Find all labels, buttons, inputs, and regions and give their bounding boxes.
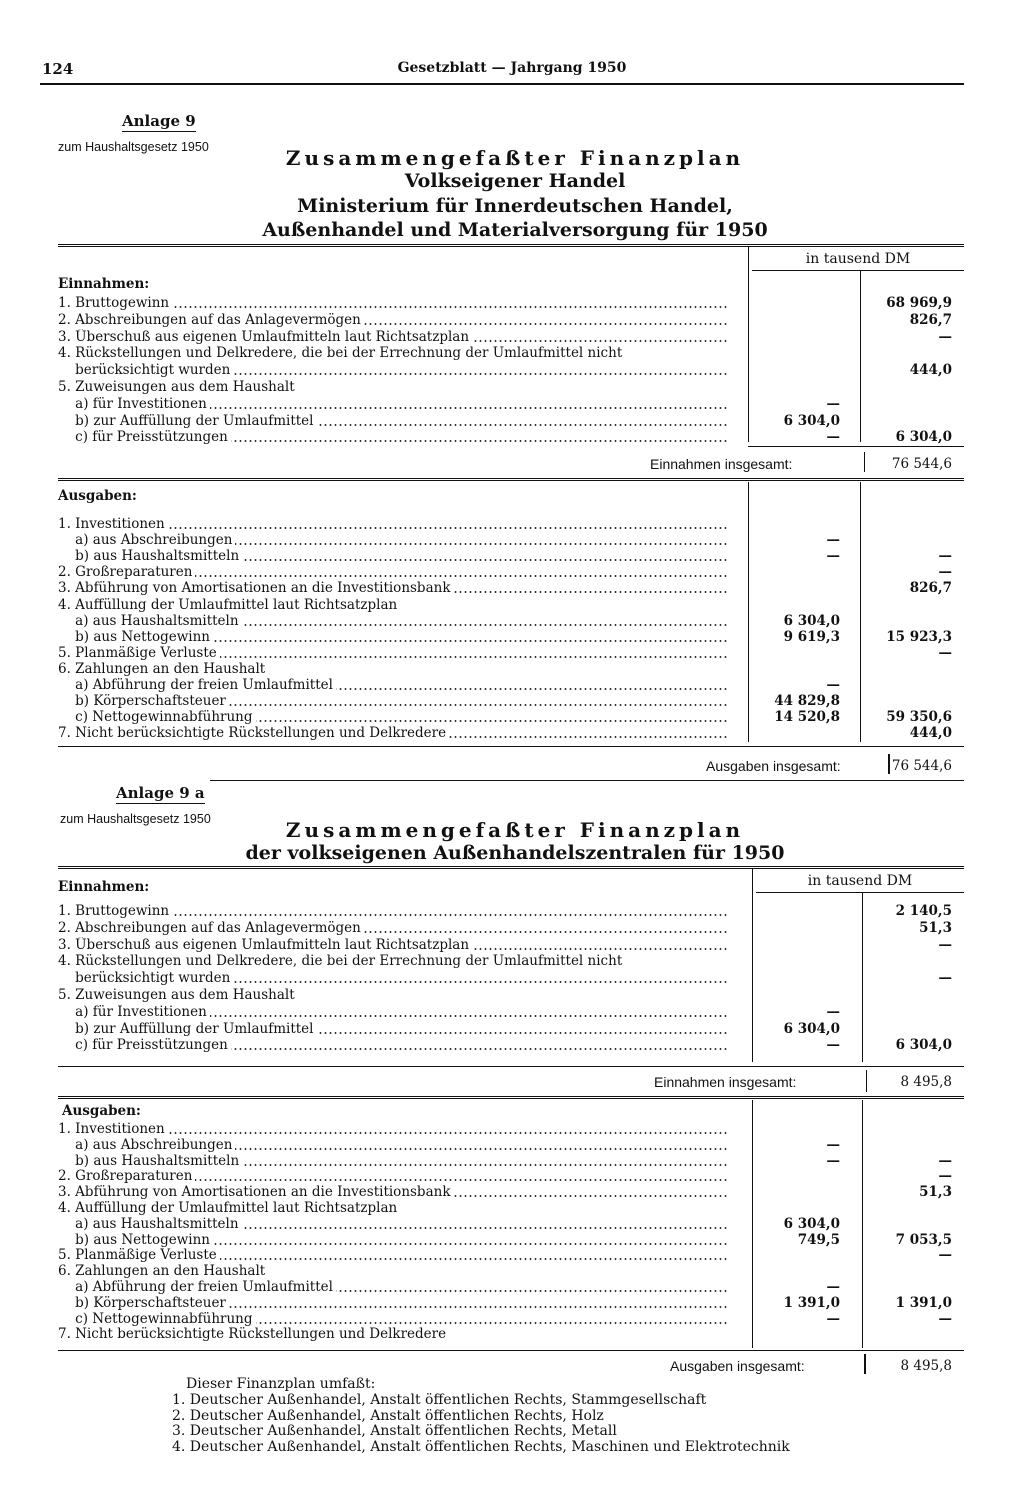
plan2-subtitle: zum Haushaltsgesetz 1950 — [60, 812, 211, 826]
row-value-sub: — — [826, 1152, 840, 1169]
row-value-total: — — [938, 936, 952, 953]
plan2-ausgaben-total-label: Ausgaben insgesamt: — [670, 1358, 805, 1374]
plan1-anlage: Anlage 9 — [122, 112, 196, 130]
row-value-sub: — — [826, 1003, 840, 1020]
row-label: 7. Nicht berücksichtigte Rückstellungen und Delkredere — [58, 725, 449, 741]
row-label: a) Abführung der freien Umlaufmittel — [58, 1279, 336, 1295]
plan1-einnahmen-total: 76 544,6 — [891, 456, 952, 472]
plan2-einnahmen-heading: Einnahmen: — [58, 879, 150, 895]
table-row — [58, 345, 728, 361]
row-label: a) aus Abschreibungen — [58, 532, 235, 548]
row-value-total: 7 053,5 — [895, 1231, 952, 1248]
table-row — [58, 903, 728, 919]
table-row — [58, 725, 728, 741]
table-row — [58, 1004, 728, 1020]
table-row — [58, 677, 728, 693]
row-value-total: — — [938, 1247, 952, 1264]
row-label: b) zur Auffüllung der Umlaufmittel — [58, 413, 317, 429]
plan1-mid-rule — [58, 478, 964, 481]
plan2-mid-rule — [58, 1096, 964, 1099]
table-row — [58, 396, 728, 412]
row-value-total: — — [938, 970, 952, 987]
plan2-anlage: Anlage 9 a — [116, 784, 205, 802]
plan1-col-header-rule — [752, 270, 964, 271]
row-label: 2. Großreparaturen — [58, 1168, 195, 1184]
table-row — [58, 1263, 728, 1279]
table-row — [58, 629, 728, 645]
table-row — [58, 1121, 728, 1137]
table-row — [58, 920, 728, 936]
row-label: 1. Bruttogewinn — [58, 903, 172, 919]
row-value-total: — — [938, 1168, 952, 1185]
row-label: c) für Preisstützungen — [58, 429, 231, 445]
row-label: c) Nettogewinnabführung — [58, 709, 256, 725]
row-value-total: 6 304,0 — [895, 1037, 952, 1054]
table-row — [58, 1232, 728, 1248]
row-value-total: — — [938, 1310, 952, 1327]
row-label: b) Körperschaftsteuer — [58, 693, 229, 709]
row-label: b) aus Haushaltsmitteln — [58, 1153, 242, 1169]
plan1-einnahmen-total-rule — [748, 446, 964, 447]
row-label: 3. Überschuß aus eigenen Umlaufmitteln laut Richtsatzplan — [58, 329, 472, 345]
row-label: 1. Investitionen — [58, 516, 168, 532]
plan1-col-divider-b — [860, 270, 861, 442]
page-number: 124 — [42, 60, 74, 78]
row-value-sub: 6 304,0 — [783, 612, 840, 629]
row-value-sub: 6 304,0 — [783, 1215, 840, 1232]
footnote-item: 4. Deutscher Außenhandel, Anstalt öffentlichen Rechts, Maschinen und Elektrotechnik — [172, 1438, 790, 1455]
row-value-sub: — — [826, 429, 840, 446]
row-label: a) für Investitionen — [58, 1004, 210, 1020]
row-label: 4. Auffüllung der Umlaufmittel laut Richtsatzplan — [58, 597, 400, 613]
row-label: 2. Abschreibungen auf das Anlagevermögen — [58, 920, 364, 936]
plan1-subtitle: zum Haushaltsgesetz 1950 — [58, 140, 209, 154]
row-value-sub: 44 829,8 — [774, 693, 840, 710]
table-row — [58, 1200, 728, 1216]
table-row — [58, 379, 728, 395]
row-label: 3. Abführung von Amortisationen an die Investitionsbank — [58, 580, 454, 596]
plan2-col-divider-d — [862, 1100, 863, 1348]
row-value-total: 826,7 — [909, 580, 952, 597]
row-value-total: 444,0 — [909, 725, 952, 742]
row-value-total: 68 969,9 — [886, 295, 952, 311]
table-row — [58, 580, 728, 596]
row-label: 5. Planmäßige Verluste — [58, 1247, 220, 1263]
row-value-sub: 14 520,8 — [774, 709, 840, 726]
table-row — [58, 329, 728, 345]
plan2-einnahmen-total: 8 495,8 — [900, 1074, 952, 1090]
table-row — [58, 429, 728, 445]
plan2-ausgaben-total-rule — [58, 1350, 964, 1351]
plan2-col-header-rule — [756, 892, 964, 893]
plan1-title-line4: Außenhandel und Materialversorgung für 1950 — [262, 219, 768, 241]
row-label: 3. Überschuß aus eigenen Umlaufmitteln laut Richtsatzplan — [58, 937, 472, 953]
plan2-title-line2: der volkseigenen Außenhandelszentralen für 1950 — [245, 842, 785, 864]
table-row — [58, 937, 728, 953]
row-value-total: 826,7 — [909, 311, 952, 328]
row-label: 1. Investitionen — [58, 1121, 168, 1137]
plan2-footnote-intro: Dieser Finanzplan umfaßt: — [186, 1376, 376, 1392]
footnote-item: 1. Deutscher Außenhandel, Anstalt öffentlichen Rechts, Stammgesellschaft — [172, 1392, 707, 1408]
row-value-sub: 1 391,0 — [783, 1294, 840, 1311]
row-label: b) aus Haushaltsmitteln — [58, 548, 242, 564]
row-label: 3. Abführung von Amortisationen an die Investitionsbank — [58, 1184, 454, 1200]
table-row — [58, 1216, 728, 1232]
table-row — [58, 413, 728, 429]
plan2-ausgaben-heading: Ausgaben: — [62, 1103, 141, 1119]
table-row — [58, 312, 728, 328]
plan1-ausgaben-total-rule — [58, 746, 964, 747]
plan1-title-line3: Ministerium für Innerdeutschen Handel, — [297, 195, 733, 217]
row-value-total: 59 350,6 — [886, 709, 952, 726]
row-label: a) Abführung der freien Umlaufmittel — [58, 677, 336, 693]
row-label: 4. Rückstellungen und Delkredere, die bei der Errechnung der Umlaufmittel nicht — [58, 345, 625, 361]
row-value-sub: — — [826, 677, 840, 693]
table-row — [58, 1184, 728, 1200]
row-value-sub: — — [826, 395, 840, 412]
plan1-top-rule — [58, 244, 964, 247]
row-label: 6. Zahlungen an den Haushalt — [58, 1263, 268, 1279]
row-value-sub: — — [826, 1136, 840, 1153]
row-value-total: 444,0 — [909, 362, 952, 379]
table-row — [58, 987, 728, 1003]
table-row — [58, 295, 728, 311]
plan2-col-header: in tausend DM — [807, 873, 913, 889]
table-row — [58, 1021, 728, 1037]
header-rule — [40, 83, 964, 85]
row-value-sub: — — [826, 1037, 840, 1054]
plan1-ausgaben-total-label: Ausgaben insgesamt: — [706, 758, 841, 774]
row-value-sub: — — [826, 548, 840, 565]
plan1-ausgaben-heading: Ausgaben: — [58, 488, 137, 504]
row-value-total: 15 923,3 — [886, 628, 952, 645]
row-value-total: — — [938, 328, 952, 345]
row-value-sub: 6 304,0 — [783, 1020, 840, 1037]
row-value-sub: — — [826, 1310, 840, 1327]
table-row — [58, 1295, 728, 1311]
row-value-total: 51,3 — [919, 919, 952, 936]
row-value-total: 1 391,0 — [895, 1294, 952, 1311]
row-value-sub: 9 619,3 — [783, 628, 840, 645]
table-row — [58, 564, 728, 580]
row-value-sub: — — [826, 1279, 840, 1295]
table-row — [58, 516, 728, 532]
table-row — [58, 645, 728, 661]
row-label: 1. Bruttogewinn — [58, 295, 172, 311]
row-label: 4. Rückstellungen und Delkredere, die bei der Errechnung der Umlaufmittel nicht — [58, 953, 625, 969]
row-label: 7. Nicht berücksichtigte Rückstellungen und Delkredere — [58, 1326, 449, 1342]
table-row — [58, 597, 728, 613]
plan1-einnahmen-total-label: Einnahmen insgesamt: — [650, 456, 793, 472]
row-value-total: — — [938, 1152, 952, 1169]
table-row — [58, 1326, 728, 1342]
row-label: a) aus Haushaltsmitteln — [58, 1216, 242, 1232]
row-value-sub: — — [826, 532, 840, 549]
plan1-end-rule — [210, 780, 964, 781]
row-value-total: 2 140,5 — [895, 903, 952, 919]
row-value-total: — — [938, 564, 952, 581]
row-label: c) Nettogewinnabführung — [58, 1311, 256, 1327]
table-row — [58, 1168, 728, 1184]
table-row — [58, 1279, 728, 1295]
table-row — [58, 1037, 728, 1053]
row-value-total: — — [938, 548, 952, 565]
table-row — [58, 709, 728, 725]
plan2-einnahmen-total-label: Einnahmen insgesamt: — [654, 1074, 797, 1090]
row-label: a) aus Haushaltsmitteln — [58, 613, 242, 629]
row-label: 5. Planmäßige Verluste — [58, 645, 220, 661]
table-row — [58, 1153, 728, 1169]
plan1-title-line1: Zusammengefaßter Finanzplan — [285, 146, 745, 170]
row-label: 6. Zahlungen an den Haushalt — [58, 661, 268, 677]
footnote-item: 2. Deutscher Außenhandel, Anstalt öffentlichen Rechts, Holz — [172, 1407, 604, 1424]
row-label: 4. Auffüllung der Umlaufmittel laut Richtsatzplan — [58, 1200, 400, 1216]
table-row — [58, 362, 728, 378]
plan2-einnahmen-total-rule — [58, 1066, 964, 1067]
row-value-sub: 749,5 — [797, 1231, 840, 1248]
row-label: 5. Zuweisungen aus dem Haushalt — [58, 379, 298, 395]
row-label: c) für Preisstützungen — [58, 1037, 231, 1053]
table-row — [58, 1137, 728, 1153]
plan2-top-rule — [58, 866, 964, 869]
row-value-total: 51,3 — [919, 1184, 952, 1201]
row-value-total: 6 304,0 — [895, 429, 952, 446]
footnote-item: 3. Deutscher Außenhandel, Anstalt öffentlichen Rechts, Metall — [172, 1423, 617, 1439]
row-label: berücksichtigt wurden — [58, 970, 233, 986]
plan1-einnahmen-heading: Einnahmen: — [58, 276, 150, 292]
table-row — [58, 548, 728, 564]
row-label: b) zur Auffüllung der Umlaufmittel — [58, 1021, 317, 1037]
plan1-title-line2: Volkseigener Handel — [404, 170, 626, 192]
row-label: 5. Zuweisungen aus dem Haushalt — [58, 987, 298, 1003]
row-label: b) aus Nettogewinn — [58, 629, 213, 645]
row-label: 2. Großreparaturen — [58, 564, 195, 580]
row-label: a) aus Abschreibungen — [58, 1137, 235, 1153]
plan1-ausgaben-total: 76 544,6 — [891, 758, 952, 774]
plan1-col-header: in tausend DM — [805, 251, 911, 267]
plan1-col-divider-d — [860, 482, 861, 742]
row-label: 2. Abschreibungen auf das Anlagevermögen — [58, 312, 364, 328]
plan2-col-divider-b — [862, 892, 863, 1062]
plan2-ausgaben-total: 8 495,8 — [900, 1358, 952, 1374]
plan2-title-line1: Zusammengefaßter Finanzplan — [285, 818, 745, 842]
row-label: b) aus Nettogewinn — [58, 1232, 213, 1248]
table-row — [58, 1247, 728, 1263]
row-label: berücksichtigt wurden — [58, 362, 233, 378]
page-header: Gesetzblatt — Jahrgang 1950 — [397, 60, 627, 76]
table-row — [58, 532, 728, 548]
row-label: a) für Investitionen — [58, 396, 210, 412]
table-row — [58, 970, 728, 986]
plan1-total-divider-1 — [864, 452, 865, 472]
row-value-sub: 6 304,0 — [783, 412, 840, 429]
table-row — [58, 661, 728, 677]
table-row — [58, 953, 728, 969]
table-row — [58, 1311, 728, 1327]
row-label: b) Körperschaftsteuer — [58, 1295, 229, 1311]
table-row — [58, 693, 728, 709]
table-row — [58, 613, 728, 629]
row-value-total: — — [938, 644, 952, 661]
